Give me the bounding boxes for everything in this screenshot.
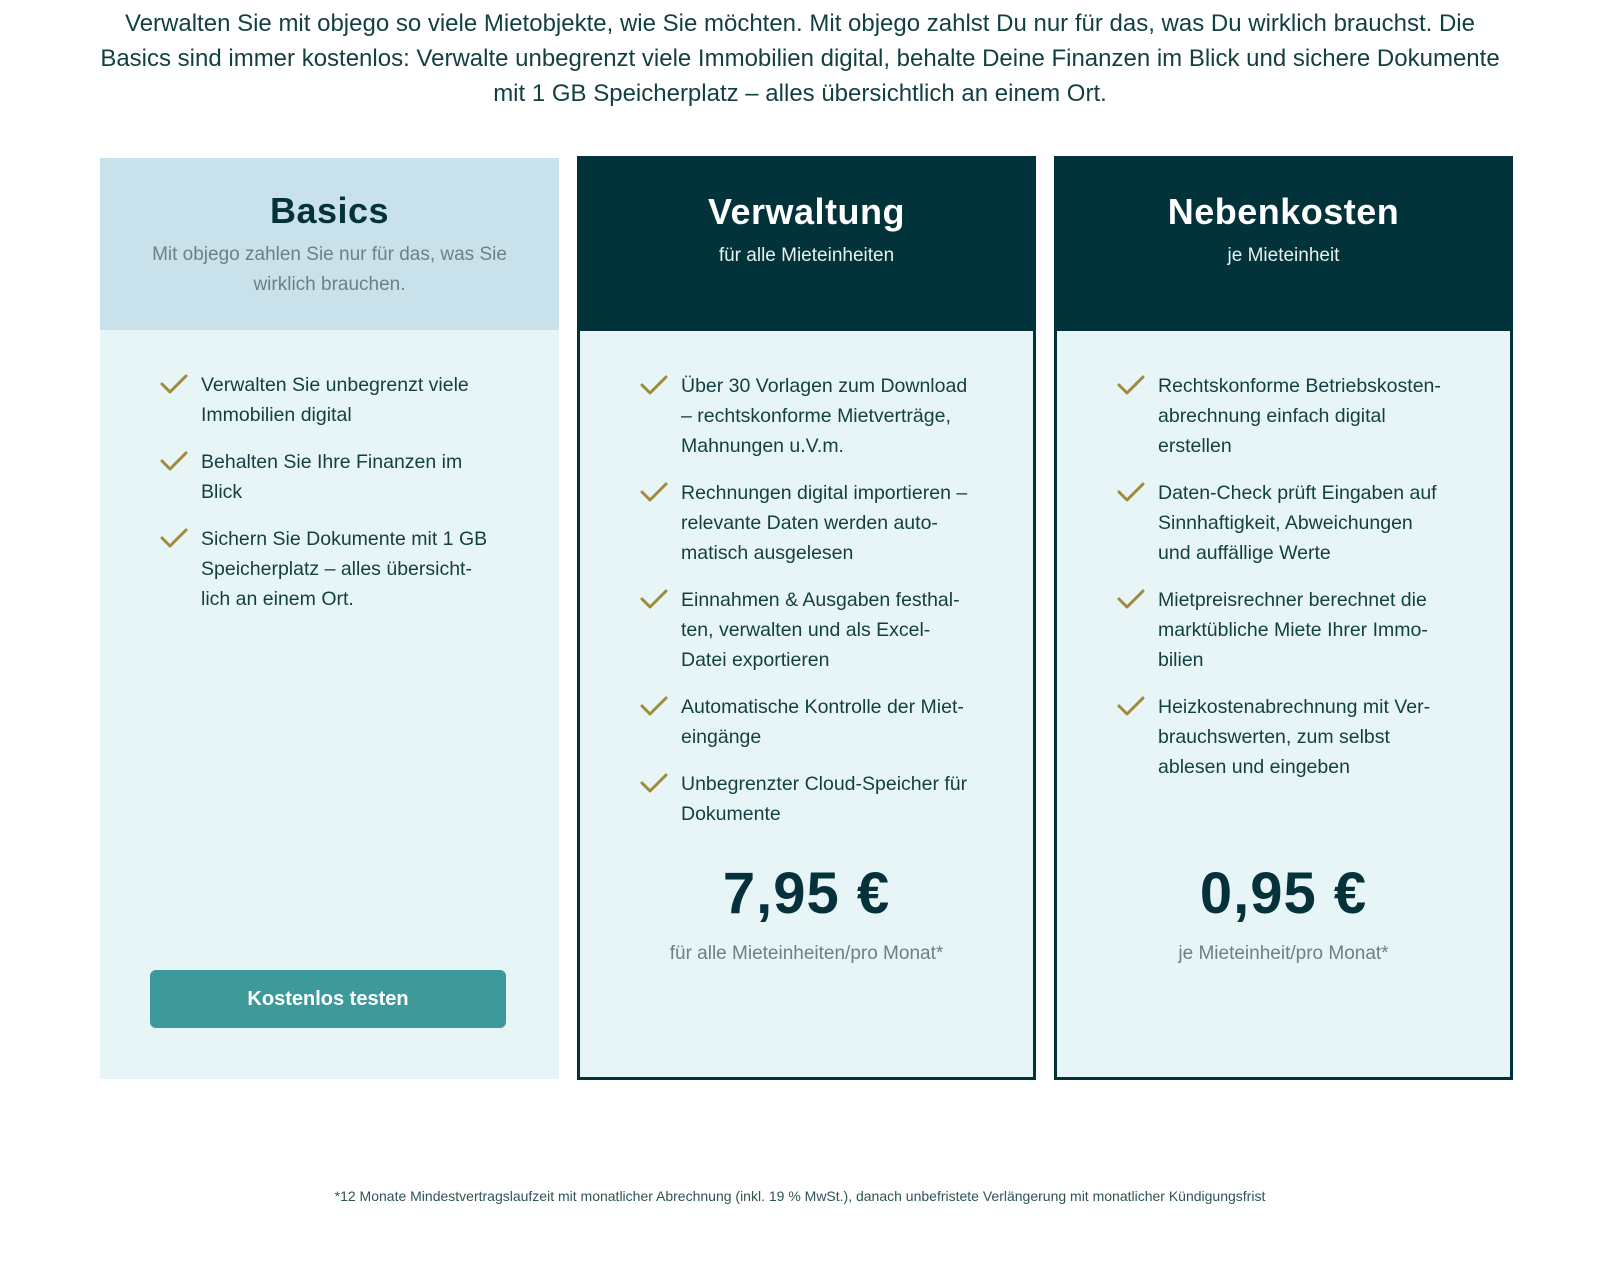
plan-title: Nebenkosten <box>1167 191 1400 232</box>
feature-text: Einnahmen & Ausgaben festhal-ten, verwalten und als Excel-Datei exportieren <box>681 589 960 671</box>
feature-text: Daten-Check prüft Eingaben auf Sinnhaftigkeit, Abweichungen und auffällige Werte <box>1158 482 1437 564</box>
check-icon <box>160 527 188 549</box>
feature-text: Rechtskonforme Betriebskosten-abrechnung einfach digital erstellen <box>1158 375 1441 457</box>
feature-item <box>160 370 519 430</box>
feature-item <box>640 478 993 568</box>
feature-text: Unbegrenzter Cloud-Speicher für Dokumente <box>681 773 968 825</box>
footnote: *12 Monate Mindestvertragslaufzeit mit monatlicher Abrechnung (inkl. 19 % MwSt.), danach unbefristete Verlängerung mit monatlicher Kündigungsfrist <box>334 1188 1266 1204</box>
plan-price: 7,95 € <box>722 861 891 926</box>
plan-header <box>1057 159 1510 331</box>
feature-item <box>640 585 993 675</box>
plan-card-basics <box>100 158 559 1079</box>
feature-text: Mietpreisrechner berechnet die marktübliche Miete Ihrer Immo-bilien <box>1158 589 1428 671</box>
plan-header <box>100 158 559 330</box>
feature-text: Heizkostenabrechnung mit Ver-brauchswerten, zum selbst ablesen und eingeben <box>1158 696 1431 778</box>
plan-subtitle: für alle Mieteinheiten <box>718 245 895 266</box>
plan-card-nebenkosten <box>1054 156 1513 1080</box>
price-block <box>1057 859 1510 969</box>
free-trial-button[interactable]: Kostenlos testen <box>150 970 506 1028</box>
price-block <box>580 859 1033 969</box>
plan-subtitle: Mit objego zahlen Sie nur für das, was Sie wirklich brauchen. <box>152 244 507 295</box>
feature-text: Rechnungen digital importieren – relevante Daten werden auto-matisch ausgelesen <box>681 482 968 564</box>
feature-item <box>1117 371 1470 461</box>
plan-price: 0,95 € <box>1199 861 1368 926</box>
price-note: für alle Mieteinheiten/pro Monat* <box>669 943 944 964</box>
check-icon <box>160 450 188 472</box>
feature-text: Sichern Sie Dokumente mit 1 GB Speicherplatz – alles übersicht-lich an einem Ort. <box>201 528 488 610</box>
feature-item <box>160 447 519 507</box>
check-icon <box>640 695 668 717</box>
feature-item <box>160 524 519 614</box>
check-icon <box>160 373 188 395</box>
plan-title: Verwaltung <box>707 191 906 232</box>
feature-text: Automatische Kontrolle der Miet-eingänge <box>681 696 964 748</box>
feature-text: Über 30 Vorlagen zum Download – rechtskonforme Mietverträge, Mahnungen u.V.m. <box>681 375 968 457</box>
plan-title: Basics <box>269 190 390 231</box>
price-note: je Mieteinheit/pro Monat* <box>1178 943 1389 964</box>
check-icon <box>1117 481 1145 503</box>
check-icon <box>640 481 668 503</box>
feature-list <box>1057 331 1510 782</box>
check-icon <box>640 588 668 610</box>
feature-list <box>100 330 559 614</box>
check-icon <box>1117 374 1145 396</box>
feature-text: Verwalten Sie unbegrenzt viele Immobilien digital <box>201 374 469 426</box>
feature-item <box>640 692 993 752</box>
check-icon <box>640 374 668 396</box>
feature-text: Behalten Sie Ihre Finanzen im Blick <box>201 451 463 503</box>
check-icon <box>640 772 668 794</box>
feature-list <box>580 331 1033 829</box>
intro-text: Verwalten Sie mit objego so viele Mietobjekte, wie Sie möchten. Mit objego zahlst Du nur für das, was Du wirklich brauchst. Die Basics sind immer kostenlos: Verwalte unbegrenzt viele Immobilien digital, behalte Deine Finanzen im Blick und sichere Dokumente mit 1 GB Speicherplatz – alles übersichtlich an einem Ort. <box>100 10 1500 107</box>
feature-item <box>1117 692 1470 782</box>
check-icon <box>1117 695 1145 717</box>
plan-card-verwaltung <box>577 156 1036 1080</box>
feature-item <box>640 371 993 461</box>
plan-header <box>580 159 1033 331</box>
plan-subtitle: je Mieteinheit <box>1227 245 1340 266</box>
feature-item <box>1117 585 1470 675</box>
feature-item <box>1117 478 1470 568</box>
check-icon <box>1117 588 1145 610</box>
feature-item <box>640 769 993 829</box>
pricing-plans <box>100 158 1513 1082</box>
